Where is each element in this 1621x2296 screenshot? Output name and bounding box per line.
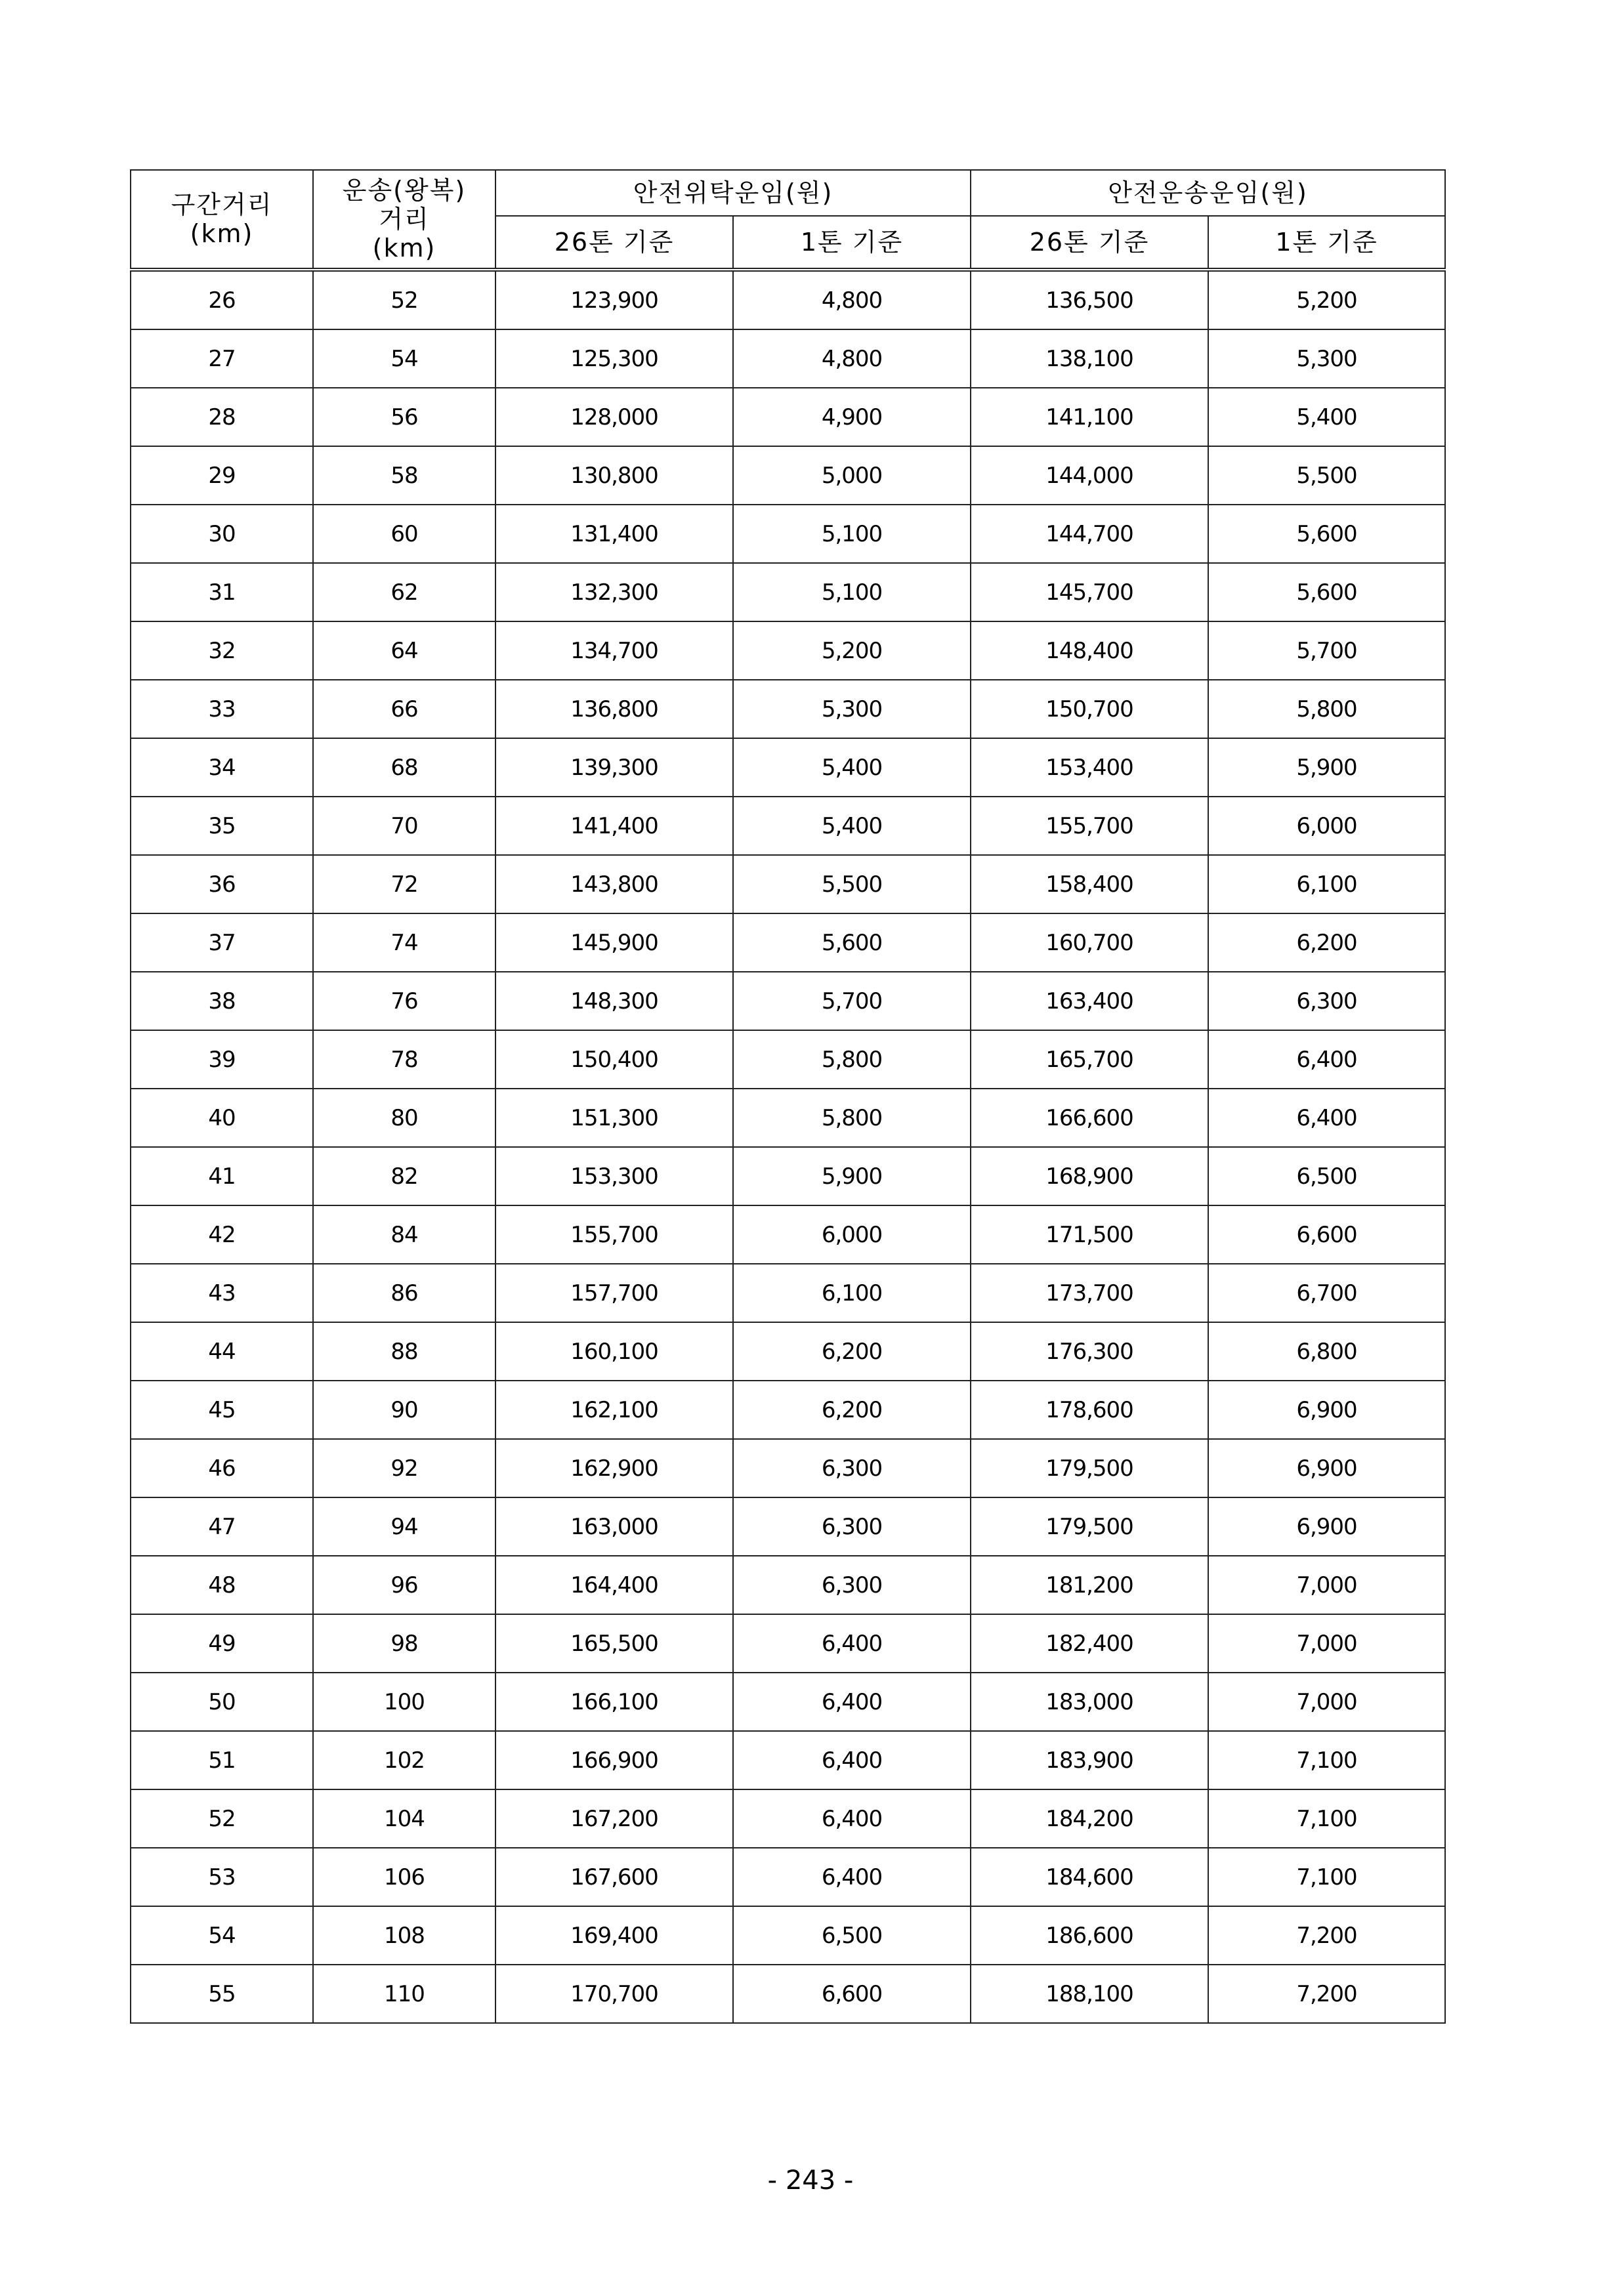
round-trip-distance-cell: 64 bbox=[313, 621, 495, 680]
section-distance-cell: 37 bbox=[131, 913, 313, 972]
consign-26ton-cell: 167,600 bbox=[495, 1848, 733, 1906]
transport-26ton-cell: 144,700 bbox=[971, 505, 1208, 563]
section-distance-cell: 48 bbox=[131, 1556, 313, 1614]
consign-1ton-cell: 5,700 bbox=[733, 972, 971, 1030]
consign-26ton-cell: 153,300 bbox=[495, 1147, 733, 1205]
round-trip-distance-cell: 100 bbox=[313, 1673, 495, 1731]
section-distance-cell: 54 bbox=[131, 1906, 313, 1965]
transport-26ton-cell: 184,200 bbox=[971, 1789, 1208, 1848]
transport-1ton-cell: 6,900 bbox=[1208, 1439, 1445, 1497]
section-distance-cell: 27 bbox=[131, 329, 313, 388]
section-distance-cell: 42 bbox=[131, 1205, 313, 1264]
transport-1ton-cell: 6,400 bbox=[1208, 1089, 1445, 1147]
transport-1ton-cell: 7,100 bbox=[1208, 1731, 1445, 1789]
round-trip-distance-cell: 70 bbox=[313, 797, 495, 855]
consign-1ton-cell: 5,800 bbox=[733, 1089, 971, 1147]
table-row bbox=[131, 329, 1445, 388]
consign-26ton-cell: 125,300 bbox=[495, 329, 733, 388]
transport-1ton-cell: 7,200 bbox=[1208, 1906, 1445, 1965]
section-distance-cell: 38 bbox=[131, 972, 313, 1030]
consign-26ton-cell: 163,000 bbox=[495, 1497, 733, 1556]
table-row bbox=[131, 1731, 1445, 1789]
transport-1ton-cell: 5,900 bbox=[1208, 738, 1445, 797]
transport-26ton-cell: 155,700 bbox=[971, 797, 1208, 855]
transport-26ton-cell: 184,600 bbox=[971, 1848, 1208, 1906]
transport-1ton-cell: 7,000 bbox=[1208, 1614, 1445, 1673]
header-safety-consign-rate: 안전위탁운임(원) bbox=[495, 170, 971, 216]
consign-1ton-cell: 6,400 bbox=[733, 1789, 971, 1848]
consign-26ton-cell: 164,400 bbox=[495, 1556, 733, 1614]
table-row bbox=[131, 797, 1445, 855]
round-trip-distance-cell: 104 bbox=[313, 1789, 495, 1848]
round-trip-distance-cell: 68 bbox=[313, 738, 495, 797]
consign-1ton-cell: 6,400 bbox=[733, 1848, 971, 1906]
section-distance-cell: 45 bbox=[131, 1381, 313, 1439]
table-row bbox=[131, 1147, 1445, 1205]
transport-26ton-cell: 160,700 bbox=[971, 913, 1208, 972]
round-trip-distance-cell: 78 bbox=[313, 1030, 495, 1089]
round-trip-distance-cell: 84 bbox=[313, 1205, 495, 1264]
round-trip-distance-cell: 76 bbox=[313, 972, 495, 1030]
consign-1ton-cell: 6,200 bbox=[733, 1381, 971, 1439]
consign-26ton-cell: 151,300 bbox=[495, 1089, 733, 1147]
table-row bbox=[131, 1965, 1445, 2023]
table-row bbox=[131, 1848, 1445, 1906]
consign-26ton-cell: 134,700 bbox=[495, 621, 733, 680]
consign-1ton-cell: 5,000 bbox=[733, 446, 971, 505]
consign-1ton-cell: 5,100 bbox=[733, 563, 971, 621]
transport-1ton-cell: 6,500 bbox=[1208, 1147, 1445, 1205]
consign-1ton-cell: 5,400 bbox=[733, 797, 971, 855]
transport-1ton-cell: 7,100 bbox=[1208, 1789, 1445, 1848]
header-transport-1ton: 1톤 기준 bbox=[1208, 216, 1445, 270]
round-trip-distance-cell: 98 bbox=[313, 1614, 495, 1673]
section-distance-cell: 36 bbox=[131, 855, 313, 913]
table-body bbox=[131, 270, 1445, 2023]
transport-26ton-cell: 183,900 bbox=[971, 1731, 1208, 1789]
transport-26ton-cell: 173,700 bbox=[971, 1264, 1208, 1322]
round-trip-distance-cell: 74 bbox=[313, 913, 495, 972]
round-trip-distance-cell: 72 bbox=[313, 855, 495, 913]
header-round-trip-distance: 운송(왕복) 거리 (km) bbox=[313, 170, 495, 270]
section-distance-cell: 40 bbox=[131, 1089, 313, 1147]
transport-1ton-cell: 7,200 bbox=[1208, 1965, 1445, 2023]
transport-1ton-cell: 6,400 bbox=[1208, 1030, 1445, 1089]
round-trip-distance-cell: 66 bbox=[313, 680, 495, 738]
round-trip-distance-cell: 62 bbox=[313, 563, 495, 621]
transport-1ton-cell: 6,800 bbox=[1208, 1322, 1445, 1381]
consign-1ton-cell: 6,300 bbox=[733, 1556, 971, 1614]
section-distance-cell: 46 bbox=[131, 1439, 313, 1497]
consign-1ton-cell: 5,800 bbox=[733, 1030, 971, 1089]
consign-1ton-cell: 6,300 bbox=[733, 1497, 971, 1556]
table-row bbox=[131, 1264, 1445, 1322]
freight-rate-table bbox=[130, 169, 1446, 2024]
transport-26ton-cell: 150,700 bbox=[971, 680, 1208, 738]
table-row bbox=[131, 1439, 1445, 1497]
consign-1ton-cell: 6,200 bbox=[733, 1322, 971, 1381]
consign-26ton-cell: 155,700 bbox=[495, 1205, 733, 1264]
transport-26ton-cell: 166,600 bbox=[971, 1089, 1208, 1147]
transport-26ton-cell: 158,400 bbox=[971, 855, 1208, 913]
transport-26ton-cell: 141,100 bbox=[971, 388, 1208, 446]
consign-26ton-cell: 145,900 bbox=[495, 913, 733, 972]
round-trip-distance-cell: 54 bbox=[313, 329, 495, 388]
table-row bbox=[131, 1556, 1445, 1614]
section-distance-cell: 53 bbox=[131, 1848, 313, 1906]
round-trip-distance-cell: 56 bbox=[313, 388, 495, 446]
consign-1ton-cell: 6,600 bbox=[733, 1965, 971, 2023]
consign-26ton-cell: 128,000 bbox=[495, 388, 733, 446]
round-trip-distance-cell: 94 bbox=[313, 1497, 495, 1556]
section-distance-cell: 41 bbox=[131, 1147, 313, 1205]
section-distance-cell: 49 bbox=[131, 1614, 313, 1673]
section-distance-cell: 33 bbox=[131, 680, 313, 738]
section-distance-cell: 51 bbox=[131, 1731, 313, 1789]
round-trip-distance-cell: 96 bbox=[313, 1556, 495, 1614]
table-row bbox=[131, 913, 1445, 972]
table-row bbox=[131, 446, 1445, 505]
round-trip-distance-cell: 106 bbox=[313, 1848, 495, 1906]
section-distance-cell: 30 bbox=[131, 505, 313, 563]
consign-1ton-cell: 5,600 bbox=[733, 913, 971, 972]
transport-26ton-cell: 168,900 bbox=[971, 1147, 1208, 1205]
consign-26ton-cell: 132,300 bbox=[495, 563, 733, 621]
transport-1ton-cell: 7,000 bbox=[1208, 1673, 1445, 1731]
consign-1ton-cell: 5,100 bbox=[733, 505, 971, 563]
transport-26ton-cell: 182,400 bbox=[971, 1614, 1208, 1673]
round-trip-distance-cell: 108 bbox=[313, 1906, 495, 1965]
section-distance-cell: 43 bbox=[131, 1264, 313, 1322]
transport-26ton-cell: 171,500 bbox=[971, 1205, 1208, 1264]
transport-1ton-cell: 5,500 bbox=[1208, 446, 1445, 505]
table-row bbox=[131, 1381, 1445, 1439]
transport-26ton-cell: 179,500 bbox=[971, 1439, 1208, 1497]
consign-1ton-cell: 4,800 bbox=[733, 329, 971, 388]
transport-1ton-cell: 6,900 bbox=[1208, 1497, 1445, 1556]
transport-26ton-cell: 163,400 bbox=[971, 972, 1208, 1030]
consign-26ton-cell: 160,100 bbox=[495, 1322, 733, 1381]
transport-1ton-cell: 6,000 bbox=[1208, 797, 1445, 855]
header-consign-1ton: 1톤 기준 bbox=[733, 216, 971, 270]
transport-26ton-cell: 179,500 bbox=[971, 1497, 1208, 1556]
consign-26ton-cell: 148,300 bbox=[495, 972, 733, 1030]
consign-1ton-cell: 6,000 bbox=[733, 1205, 971, 1264]
transport-1ton-cell: 7,100 bbox=[1208, 1848, 1445, 1906]
transport-1ton-cell: 6,300 bbox=[1208, 972, 1445, 1030]
round-trip-distance-cell: 80 bbox=[313, 1089, 495, 1147]
transport-26ton-cell: 178,600 bbox=[971, 1381, 1208, 1439]
header-transport-26ton: 26톤 기준 bbox=[971, 216, 1208, 270]
consign-26ton-cell: 165,500 bbox=[495, 1614, 733, 1673]
section-distance-cell: 31 bbox=[131, 563, 313, 621]
consign-1ton-cell: 4,900 bbox=[733, 388, 971, 446]
consign-26ton-cell: 141,400 bbox=[495, 797, 733, 855]
round-trip-distance-cell: 90 bbox=[313, 1381, 495, 1439]
transport-1ton-cell: 5,200 bbox=[1208, 270, 1445, 329]
table-row bbox=[131, 270, 1445, 329]
consign-1ton-cell: 5,400 bbox=[733, 738, 971, 797]
round-trip-distance-cell: 58 bbox=[313, 446, 495, 505]
section-distance-cell: 50 bbox=[131, 1673, 313, 1731]
consign-26ton-cell: 136,800 bbox=[495, 680, 733, 738]
consign-26ton-cell: 139,300 bbox=[495, 738, 733, 797]
consign-1ton-cell: 6,400 bbox=[733, 1614, 971, 1673]
page-number: - 243 - bbox=[767, 2165, 854, 2196]
consign-1ton-cell: 6,400 bbox=[733, 1673, 971, 1731]
consign-1ton-cell: 6,300 bbox=[733, 1439, 971, 1497]
table-row bbox=[131, 563, 1445, 621]
round-trip-distance-cell: 52 bbox=[313, 270, 495, 329]
table-row bbox=[131, 1205, 1445, 1264]
header-consign-26ton: 26톤 기준 bbox=[495, 216, 733, 270]
transport-26ton-cell: 181,200 bbox=[971, 1556, 1208, 1614]
consign-1ton-cell: 5,300 bbox=[733, 680, 971, 738]
consign-1ton-cell: 6,500 bbox=[733, 1906, 971, 1965]
round-trip-distance-cell: 86 bbox=[313, 1264, 495, 1322]
round-trip-distance-cell: 110 bbox=[313, 1965, 495, 2023]
consign-1ton-cell: 4,800 bbox=[733, 270, 971, 329]
table-row bbox=[131, 1030, 1445, 1089]
section-distance-cell: 44 bbox=[131, 1322, 313, 1381]
transport-1ton-cell: 6,200 bbox=[1208, 913, 1445, 972]
table-row bbox=[131, 1497, 1445, 1556]
consign-1ton-cell: 6,400 bbox=[733, 1731, 971, 1789]
transport-26ton-cell: 153,400 bbox=[971, 738, 1208, 797]
transport-26ton-cell: 183,000 bbox=[971, 1673, 1208, 1731]
table-row bbox=[131, 1614, 1445, 1673]
transport-26ton-cell: 144,000 bbox=[971, 446, 1208, 505]
consign-26ton-cell: 157,700 bbox=[495, 1264, 733, 1322]
round-trip-distance-cell: 60 bbox=[313, 505, 495, 563]
consign-26ton-cell: 162,900 bbox=[495, 1439, 733, 1497]
section-distance-cell: 52 bbox=[131, 1789, 313, 1848]
transport-1ton-cell: 6,700 bbox=[1208, 1264, 1445, 1322]
transport-1ton-cell: 5,600 bbox=[1208, 505, 1445, 563]
section-distance-cell: 26 bbox=[131, 270, 313, 329]
section-distance-cell: 55 bbox=[131, 1965, 313, 2023]
table-row bbox=[131, 855, 1445, 913]
consign-26ton-cell: 166,900 bbox=[495, 1731, 733, 1789]
section-distance-cell: 28 bbox=[131, 388, 313, 446]
table-row bbox=[131, 680, 1445, 738]
transport-26ton-cell: 145,700 bbox=[971, 563, 1208, 621]
transport-1ton-cell: 6,600 bbox=[1208, 1205, 1445, 1264]
table-row bbox=[131, 505, 1445, 563]
section-distance-cell: 39 bbox=[131, 1030, 313, 1089]
consign-26ton-cell: 143,800 bbox=[495, 855, 733, 913]
consign-26ton-cell: 130,800 bbox=[495, 446, 733, 505]
transport-26ton-cell: 136,500 bbox=[971, 270, 1208, 329]
table-row bbox=[131, 1906, 1445, 1965]
section-distance-cell: 35 bbox=[131, 797, 313, 855]
round-trip-distance-cell: 92 bbox=[313, 1439, 495, 1497]
transport-26ton-cell: 188,100 bbox=[971, 1965, 1208, 2023]
transport-1ton-cell: 5,800 bbox=[1208, 680, 1445, 738]
consign-26ton-cell: 167,200 bbox=[495, 1789, 733, 1848]
table-row bbox=[131, 1789, 1445, 1848]
section-distance-cell: 29 bbox=[131, 446, 313, 505]
table-row bbox=[131, 972, 1445, 1030]
transport-1ton-cell: 6,900 bbox=[1208, 1381, 1445, 1439]
transport-26ton-cell: 186,600 bbox=[971, 1906, 1208, 1965]
section-distance-cell: 47 bbox=[131, 1497, 313, 1556]
section-distance-cell: 32 bbox=[131, 621, 313, 680]
transport-1ton-cell: 7,000 bbox=[1208, 1556, 1445, 1614]
consign-1ton-cell: 5,900 bbox=[733, 1147, 971, 1205]
round-trip-distance-cell: 82 bbox=[313, 1147, 495, 1205]
transport-26ton-cell: 176,300 bbox=[971, 1322, 1208, 1381]
transport-26ton-cell: 165,700 bbox=[971, 1030, 1208, 1089]
table-row bbox=[131, 388, 1445, 446]
consign-1ton-cell: 5,200 bbox=[733, 621, 971, 680]
table-row bbox=[131, 738, 1445, 797]
table-row bbox=[131, 1322, 1445, 1381]
section-distance-cell: 34 bbox=[131, 738, 313, 797]
consign-26ton-cell: 150,400 bbox=[495, 1030, 733, 1089]
round-trip-distance-cell: 102 bbox=[313, 1731, 495, 1789]
consign-26ton-cell: 162,100 bbox=[495, 1381, 733, 1439]
consign-26ton-cell: 169,400 bbox=[495, 1906, 733, 1965]
transport-1ton-cell: 5,700 bbox=[1208, 621, 1445, 680]
table-row bbox=[131, 1089, 1445, 1147]
transport-26ton-cell: 148,400 bbox=[971, 621, 1208, 680]
consign-26ton-cell: 123,900 bbox=[495, 270, 733, 329]
table-header bbox=[131, 170, 1445, 270]
transport-26ton-cell: 138,100 bbox=[971, 329, 1208, 388]
consign-1ton-cell: 5,500 bbox=[733, 855, 971, 913]
transport-1ton-cell: 5,400 bbox=[1208, 388, 1445, 446]
table-row bbox=[131, 1673, 1445, 1731]
transport-1ton-cell: 6,100 bbox=[1208, 855, 1445, 913]
transport-1ton-cell: 5,300 bbox=[1208, 329, 1445, 388]
consign-26ton-cell: 166,100 bbox=[495, 1673, 733, 1731]
table-row bbox=[131, 621, 1445, 680]
header-safety-transport-rate: 안전운송운임(원) bbox=[971, 170, 1445, 216]
round-trip-distance-cell: 88 bbox=[313, 1322, 495, 1381]
consign-26ton-cell: 170,700 bbox=[495, 1965, 733, 2023]
consign-1ton-cell: 6,100 bbox=[733, 1264, 971, 1322]
consign-26ton-cell: 131,400 bbox=[495, 505, 733, 563]
header-section-distance: 구간거리 (km) bbox=[131, 170, 313, 270]
transport-1ton-cell: 5,600 bbox=[1208, 563, 1445, 621]
